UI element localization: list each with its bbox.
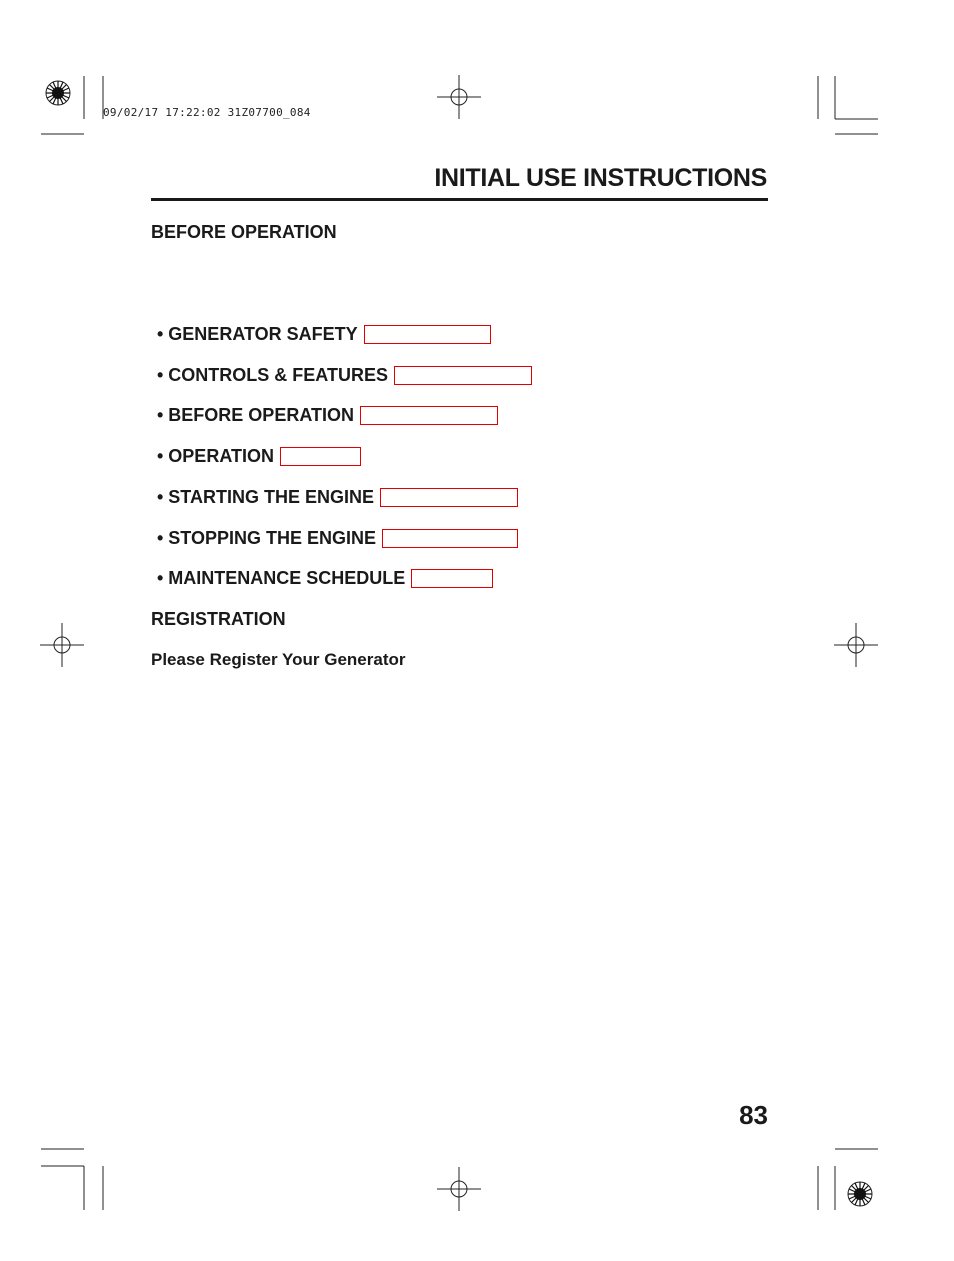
page-link-box[interactable]: [394, 366, 532, 385]
print-stamp: 09/02/17 17:22:02 31Z07700_084: [103, 106, 311, 119]
page-link-box[interactable]: [280, 447, 361, 466]
page-link-box[interactable]: [364, 325, 491, 344]
list-item-maintenance-schedule: [157, 568, 493, 589]
registration-subheading: Please Register Your Generator: [151, 650, 406, 669]
page-link-box[interactable]: [380, 488, 518, 507]
list-item-label: • OPERATION: [157, 446, 274, 466]
page-link-box[interactable]: [411, 569, 493, 588]
list-item-before-operation: [157, 405, 498, 426]
list-item-label: • GENERATOR SAFETY: [157, 324, 358, 344]
list-item-label: • STARTING THE ENGINE: [157, 487, 374, 507]
list-item-label: • MAINTENANCE SCHEDULE: [157, 568, 406, 588]
page-number: 83: [739, 1100, 768, 1130]
list-item-controls-features: [157, 365, 532, 386]
title-rule: [151, 198, 768, 201]
registration-heading: REGISTRATION: [151, 609, 286, 629]
page-title: INITIAL USE INSTRUCTIONS: [434, 164, 767, 192]
list-item-generator-safety: [157, 324, 491, 345]
list-item-operation: [157, 446, 361, 467]
list-item-stopping-engine: [157, 528, 518, 549]
page-link-box[interactable]: [382, 529, 518, 548]
list-item-label: • CONTROLS & FEATURES: [157, 365, 388, 385]
list-item-label: • BEFORE OPERATION: [157, 405, 354, 425]
list-item-starting-engine: [157, 487, 518, 508]
list-item-label: • STOPPING THE ENGINE: [157, 528, 377, 548]
page-link-box[interactable]: [360, 406, 498, 425]
crosshair-targets: [40, 75, 878, 1211]
starburst-marks: [46, 81, 872, 1206]
section-heading: BEFORE OPERATION: [151, 222, 337, 242]
